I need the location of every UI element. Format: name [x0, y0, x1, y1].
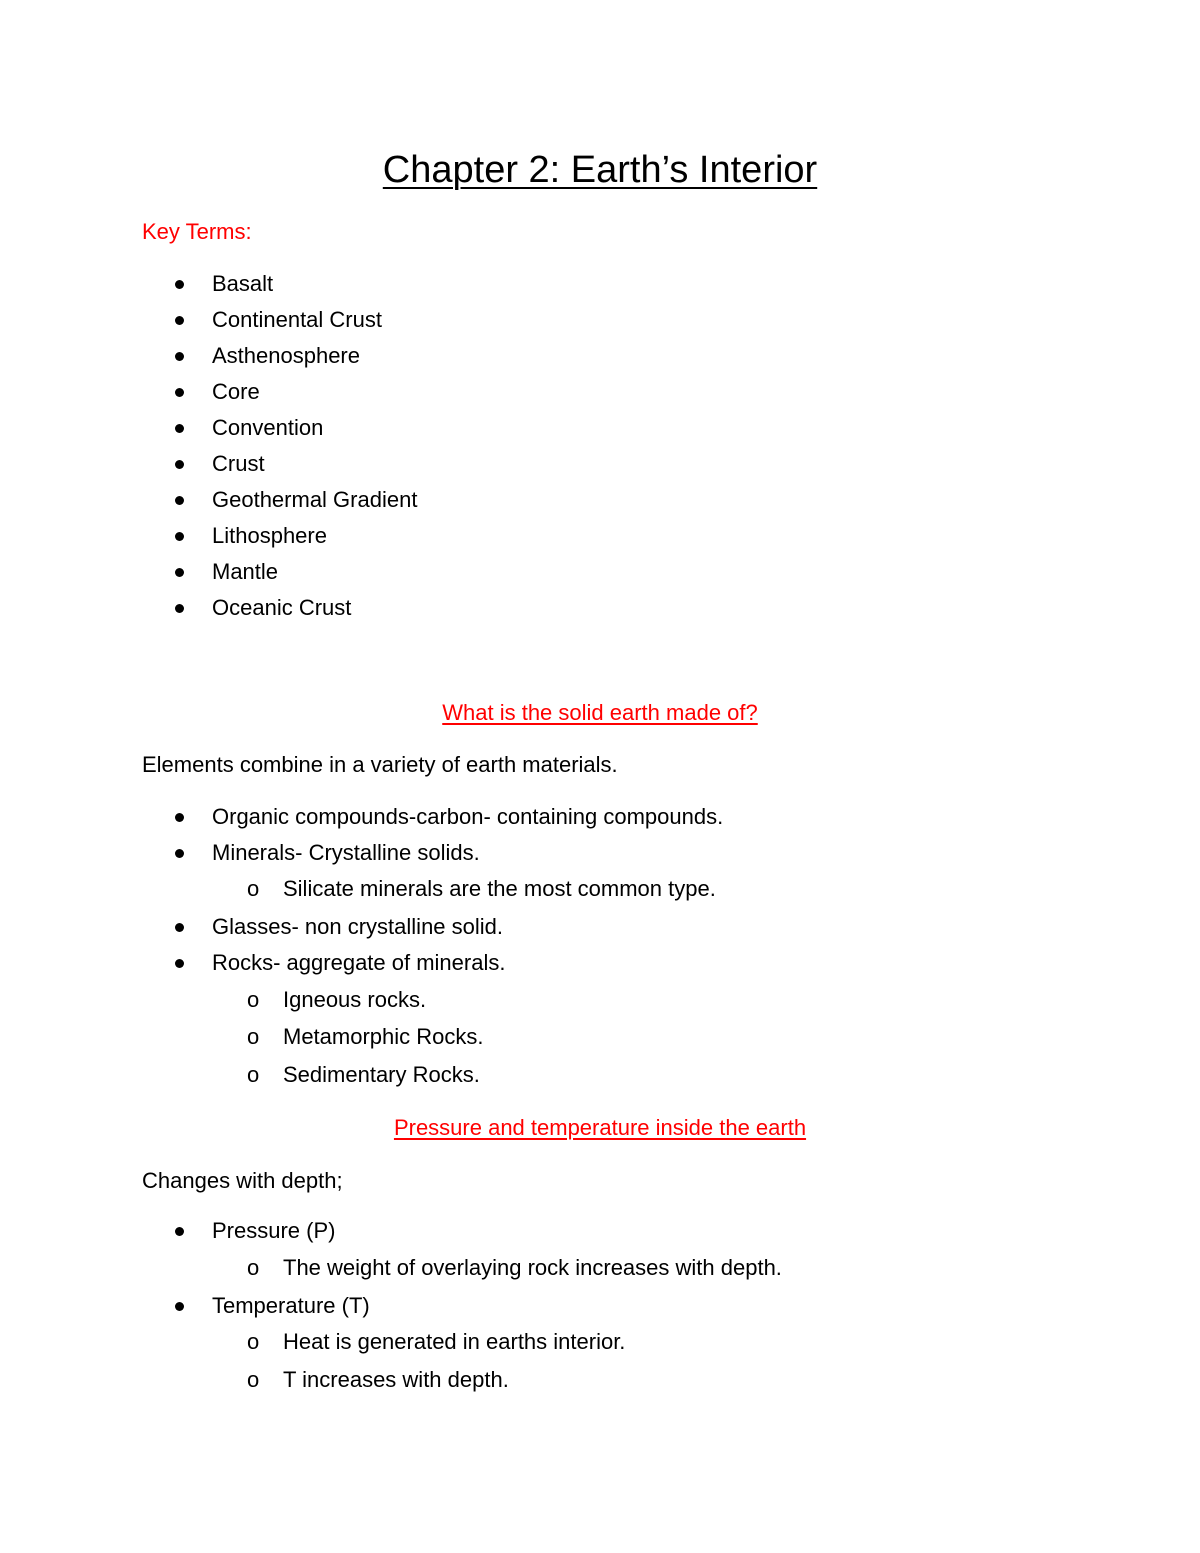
sub-list-item [0, 1366, 782, 1404]
sub-list-item-label: Silicate minerals are the most common type. [283, 876, 716, 901]
list-item-label: Minerals- Crystalline solids. [212, 840, 480, 865]
bullet-icon [175, 959, 184, 968]
sub-list-item-label: Sedimentary Rocks. [283, 1062, 480, 1087]
list-item [0, 486, 417, 522]
list-item [0, 803, 723, 839]
sub-list-item [0, 1061, 723, 1099]
list-item [0, 378, 417, 414]
list-item-label: Convention [212, 415, 324, 440]
list-item [0, 342, 417, 378]
list-item [0, 522, 417, 558]
bullet-icon [175, 496, 184, 505]
list-item-label: Oceanic Crust [212, 595, 352, 620]
sub-list-item [0, 986, 723, 1023]
list-item-label: Mantle [212, 559, 279, 584]
section-intro-solid-earth: Elements combine in a variety of earth materials. [142, 752, 618, 777]
bullet-icon [175, 316, 184, 325]
bullet-icon [175, 388, 184, 397]
sub-list-item [0, 875, 723, 913]
bullet-icon [175, 532, 184, 541]
list-item-label: Crust [212, 451, 265, 476]
list-item [0, 414, 417, 450]
list-item [0, 450, 417, 486]
bullet-icon [175, 1302, 184, 1311]
list-item-label: Organic compounds-carbon- containing compounds. [212, 804, 724, 829]
list-item-label: Lithosphere [212, 523, 327, 548]
sub-bullet-icon: o [247, 1367, 260, 1392]
bullet-icon [175, 849, 184, 858]
bullet-icon [175, 568, 184, 577]
list-item [0, 306, 417, 342]
section-heading-solid-earth: What is the solid earth made of? [442, 700, 758, 725]
list-item-label: Asthenosphere [212, 343, 360, 368]
earth-materials-list [0, 803, 723, 1099]
section-heading-pressure-temperature: Pressure and temperature inside the earth [393, 1115, 807, 1140]
section-intro-pressure-temperature: Changes with depth; [142, 1168, 343, 1193]
list-item-label: Geothermal Gradient [212, 487, 418, 512]
sub-list-item [0, 1023, 723, 1061]
sub-list-item-label: Metamorphic Rocks. [283, 1024, 484, 1049]
list-item-label: Pressure (P) [212, 1218, 336, 1243]
list-item [0, 839, 723, 875]
sub-list-item-label: The weight of overlaying rock increases with depth. [283, 1255, 782, 1280]
list-item [0, 270, 417, 306]
list-item [0, 594, 417, 630]
sub-list-item [0, 1254, 782, 1292]
bullet-icon [175, 1227, 184, 1236]
sub-bullet-icon: o [247, 987, 260, 1012]
list-item-label: Core [212, 379, 260, 404]
bullet-icon [175, 923, 184, 932]
sub-list-item [0, 1328, 782, 1366]
bullet-icon [175, 352, 184, 361]
sub-bullet-icon: o [247, 876, 260, 901]
key-terms-list [0, 270, 417, 630]
list-item [0, 1217, 782, 1254]
list-item-label: Rocks- aggregate of minerals. [212, 950, 506, 975]
list-item [0, 1292, 782, 1328]
sub-bullet-icon: o [247, 1255, 260, 1280]
sub-bullet-icon: o [247, 1024, 260, 1049]
sub-bullet-icon: o [247, 1329, 260, 1354]
list-item-label: Glasses- non crystalline solid. [212, 914, 504, 939]
sub-bullet-icon: o [247, 1062, 260, 1087]
bullet-icon [175, 813, 184, 822]
list-item [0, 558, 417, 594]
bullet-icon [175, 460, 184, 469]
sub-list-item-label: Heat is generated in earths interior. [283, 1329, 626, 1354]
list-item-label: Basalt [212, 271, 274, 296]
list-item-label: Temperature (T) [212, 1293, 370, 1318]
key-terms-label: Key Terms: [142, 219, 252, 244]
bullet-icon [175, 424, 184, 433]
bullet-icon [175, 280, 184, 289]
list-item-label: Continental Crust [212, 307, 382, 332]
depth-changes-list [0, 1217, 782, 1404]
sub-list-item-label: Igneous rocks. [283, 987, 427, 1012]
page-title: Chapter 2: Earth’s Interior [382, 149, 818, 191]
list-item [0, 913, 723, 949]
list-item [0, 949, 723, 986]
sub-list-item-label: T increases with depth. [283, 1367, 509, 1392]
bullet-icon [175, 604, 184, 613]
